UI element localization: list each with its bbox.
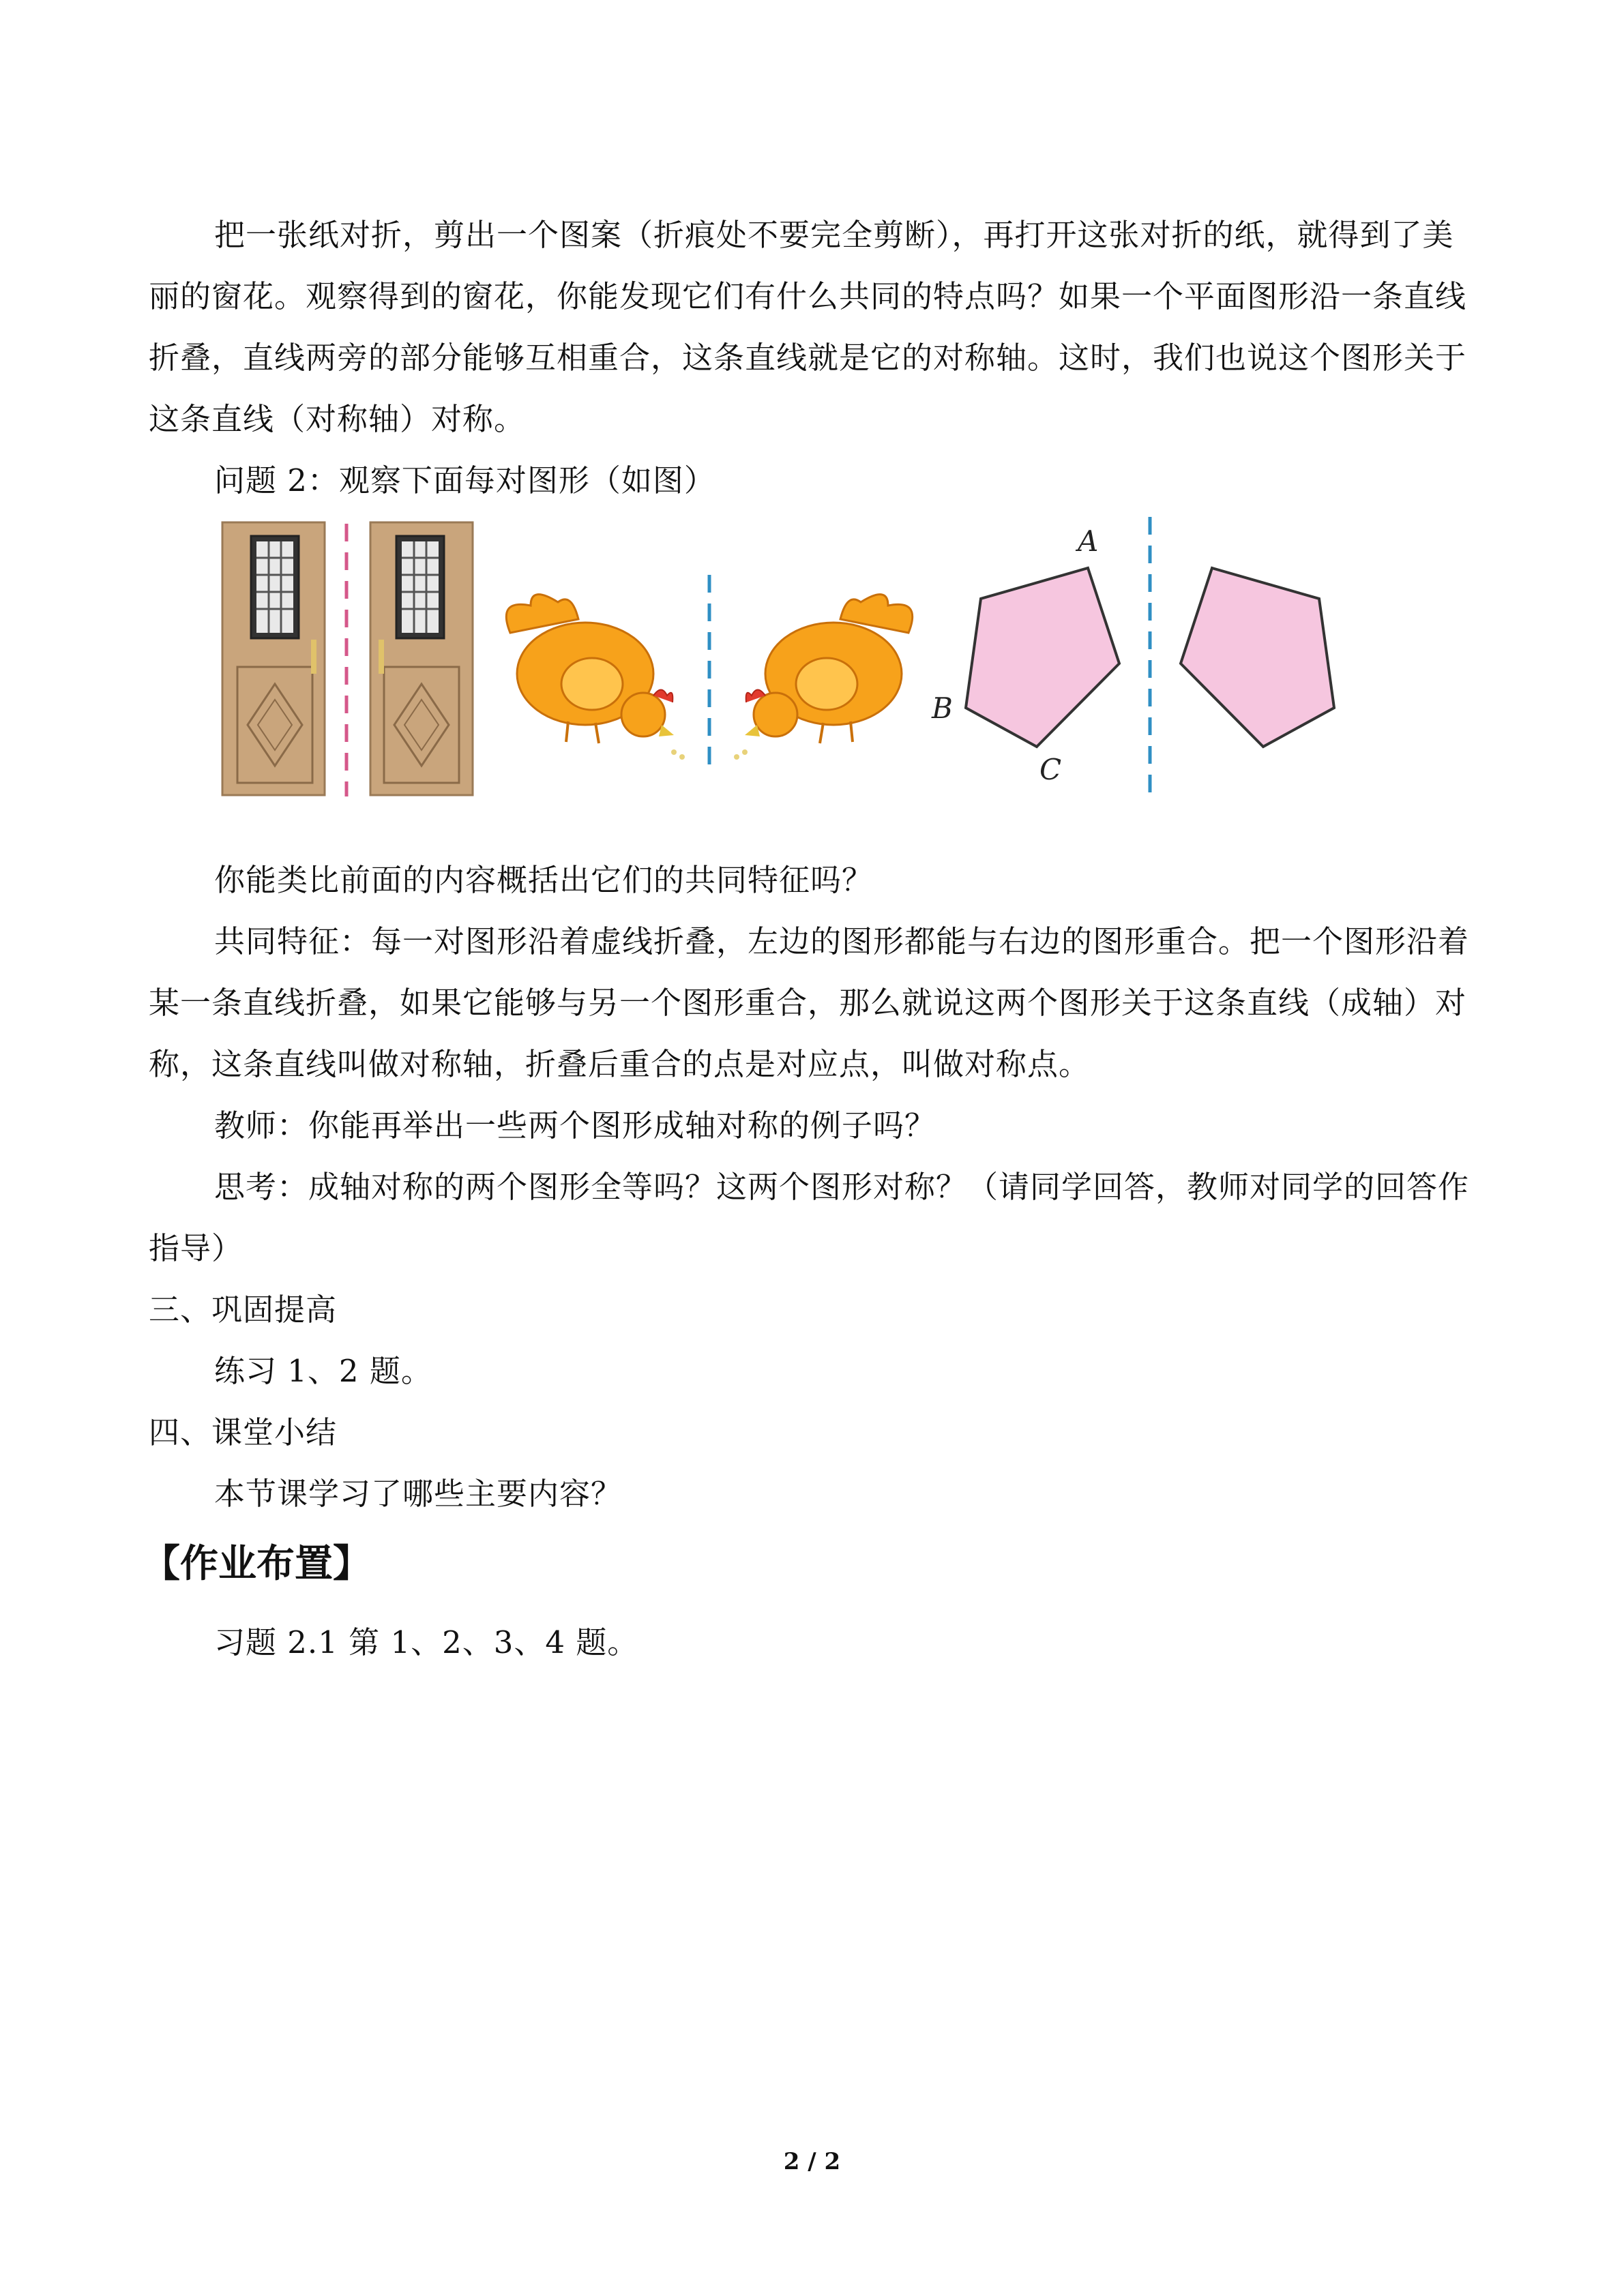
paragraph-exercise: 练习 1、2 题。: [214, 1353, 432, 1389]
pentagon-right: [1181, 568, 1334, 747]
paragraph-paper-folding: 把一张纸对折，剪出一个图案（折痕处不要完全剪断），再打开这张对折的纸，就得到了美丽的窗花。观察得到的窗花，你能发现它们有什么共同的特点吗？如果一个平面图形沿一条直线折叠，直线两旁的部分能够互相重合，这条直线就是它的对称轴。这时，我们也说这个图形关于这条直线（对称轴）对称。: [149, 217, 1467, 437]
homework-heading: 【作业布置】: [142, 1542, 371, 1586]
paragraph-thinking: 思考：成轴对称的两个图形全等吗？这两个图形对称？（请同学回答，教师对同学的回答作指导）: [149, 1169, 1470, 1266]
page-number: 2 / 2: [783, 2148, 841, 2175]
paragraph-summary-question: 本节课学习了哪些主要内容？: [214, 1476, 623, 1512]
door-right: [370, 522, 473, 795]
document-body: [142, 205, 1479, 1673]
symmetry-figure: [149, 517, 1479, 803]
vertex-label-a: A: [1078, 524, 1099, 558]
section-heading-consolidate: 三、巩固提高: [149, 1292, 338, 1328]
pentagon-left: [966, 568, 1119, 747]
door-left: [222, 522, 325, 795]
paragraph-homework: 习题 2.1 第 1、2、3、4 题。: [214, 1624, 639, 1660]
section-heading-summary: 四、课堂小结: [149, 1414, 338, 1450]
chicken-left: [506, 595, 685, 760]
paragraph-analogy-question: 你能类比前面的内容概括出它们的共同特征吗？: [214, 862, 874, 898]
chicken-right: [734, 595, 913, 760]
paragraph-question-2: 问题 2：观察下面每对图形（如图）: [214, 462, 715, 498]
vertex-label-b: B: [932, 691, 953, 725]
vertex-label-c: C: [1039, 753, 1062, 786]
symmetry-figure-svg: [149, 517, 1479, 803]
paragraph-teacher-question: 教师：你能再举出一些两个图形成轴对称的例子吗？: [214, 1107, 936, 1144]
paragraph-common-features: 共同特征：每一对图形沿着虚线折叠，左边的图形都能与右边的图形重合。把一个图形沿着某一条直线折叠，如果它能够与另一个图形重合，那么就说这两个图形关于这条直线（成轴）对称，这条直线叫做对称轴，折叠后重合的点是对应点，叫做对称点。: [149, 923, 1470, 1082]
